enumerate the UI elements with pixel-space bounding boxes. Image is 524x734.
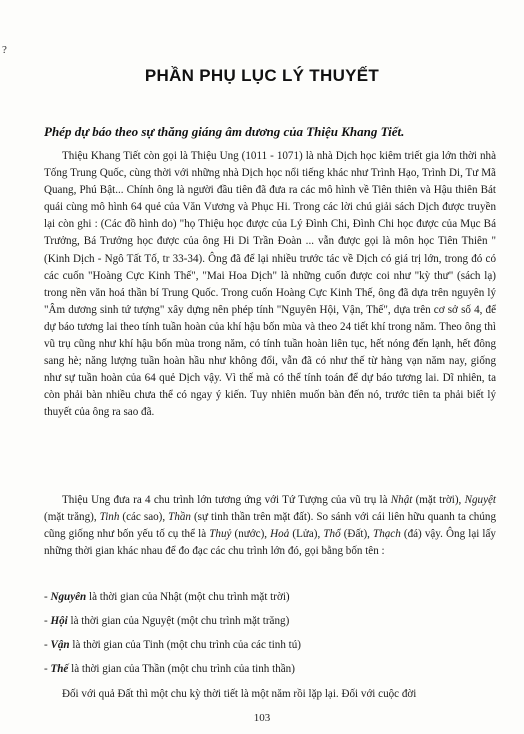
term-hoa: Hoả	[270, 528, 290, 541]
term-thuy: Thuỷ	[209, 528, 232, 541]
term-nguyet: Nguyệt	[464, 494, 497, 506]
paragraph-cycles: Thiệu Ung đưa ra 4 chu trình lớn tương ứng với Tứ Tượng của vũ trụ là Nhật (mặt trời), Nguyệt (mặt trăng), Tinh (các sao), Thần (sự tinh thần trên mặt đất). So sánh với cái liên hữu quanh ta chúng cũng giống như bốn yếu tố cụ thể là Thuỷ (nước), Hoả (Lửa), Thổ (Đất), Thạch (đá) vậy. Ông lại lấy những thời gian khác nhau để đo đạc các chu trình lớn đó, gọi bằng bốn tên :	[44, 494, 497, 558]
paragraph-intro: Thiệu Khang Tiết còn gọi là Thiệu Ung (1011 - 1071) là nhà Dịch học kiêm triết gia lớn thời nhà Tống Trung Quốc, cùng thời với những nhà Dịch học nổi tiếng khác như Trình Hạo, Trình Di, Tư Mã Quang, Phú Bật... Chính ông là người đầu tiên đã đưa ra các mô hình về Tiên thiên và Hậu thiên Bát quái cùng mô hình 64 quẻ của Văn Vương và Phục Hi. Trong các lời chú giải sách Dịch được truyền lại còn ghi : (Các đồ hình do) "họ Thiệu học được của Lý Đình Chi, Đình Chi học được của Mục Bá Trưởng, Bá Trưởng học được của ông Hi Di Trần Đoàn ... vẫn được gọi là môn học Tiên Thiên " (Kinh Dịch - Ngô Tất Tố, tr 33-34). Ông đã để lại nhiều trước tác về Dịch có giá trị lớn, trong đó có các cuốn "Hoàng Cực Kinh Thế", "Mai Hoa Dịch" là những cuốn được coi như "kỳ thư" (sách lạ) trong nền văn hoá thần bí Trung Quốc. Trong cuốn Hoàng Cực Kinh Thế, ông đã dựa trên nguyên lý "Âm dương sinh tứ tượng" xây dựng nên phép tính "Nguyên Hội, Vận, Thế", dựa trên cơ sở số 4, để dự báo tương lai theo tính tuần hoàn của khí hậu bốn mùa và theo 24 tiết khí trong năm. Theo ông thì vũ trụ cũng như khí hậu bốn mùa trong năm, có tính tuần hoàn liên tục, hết nóng đến lạnh, hết đông sang hè; năng lượng tuần hoàn hầu như không đổi, vẫn đã có như thế từ hàng vạn năm nay, giống như sự tuần hoàn của 64 quẻ Dịch vậy. Vì thế mà có thể tính toán để dự báo tương lai. Dĩ nhiên, ta còn phải bàn nhiều chưa thể có ngay ý kiến. Tuy nhiên muốn bàn đến nó, trước tiên ta phải biết lý thuyết của ông ra sao đã.	[44, 150, 496, 419]
list-term: Vận	[50, 639, 70, 651]
list-item: - Thế là thời gian của Thần (một chu trình của tinh thần)	[44, 663, 295, 675]
list-item: - Hội là thời gian của Nguyệt (một chu trình mặt trăng)	[44, 615, 290, 627]
term-thach: Thạch	[373, 528, 401, 541]
list-term: Thế	[50, 663, 69, 675]
page-number: 103	[253, 712, 271, 724]
term-the: Thổ	[323, 528, 341, 541]
list-term: Nguyên	[50, 591, 87, 603]
paragraph-continuation: Đối với quả Đất thì một chu kỳ thời tiết là một năm rồi lặp lại. Đối với cuộc đời	[62, 688, 417, 700]
list-item: - Nguyên là thời gian của Nhật (một chu trình mặt trời)	[44, 591, 290, 603]
list-item: - Vận là thời gian của Tinh (một chu trình của các tinh tú)	[44, 639, 302, 651]
term-nhat: Nhật	[390, 494, 413, 506]
term-than: Thần	[168, 511, 191, 524]
corner-mark: ?	[2, 44, 7, 56]
term-tinh: Tinh	[99, 511, 120, 524]
list-term: Hội	[50, 615, 68, 627]
section-heading: PHẦN PHỤ LỤC LÝ THUYẾT	[144, 66, 380, 85]
article-subheading: Phép dự báo theo sự thăng giáng âm dương của Thiệu Khang Tiết.	[44, 124, 405, 139]
